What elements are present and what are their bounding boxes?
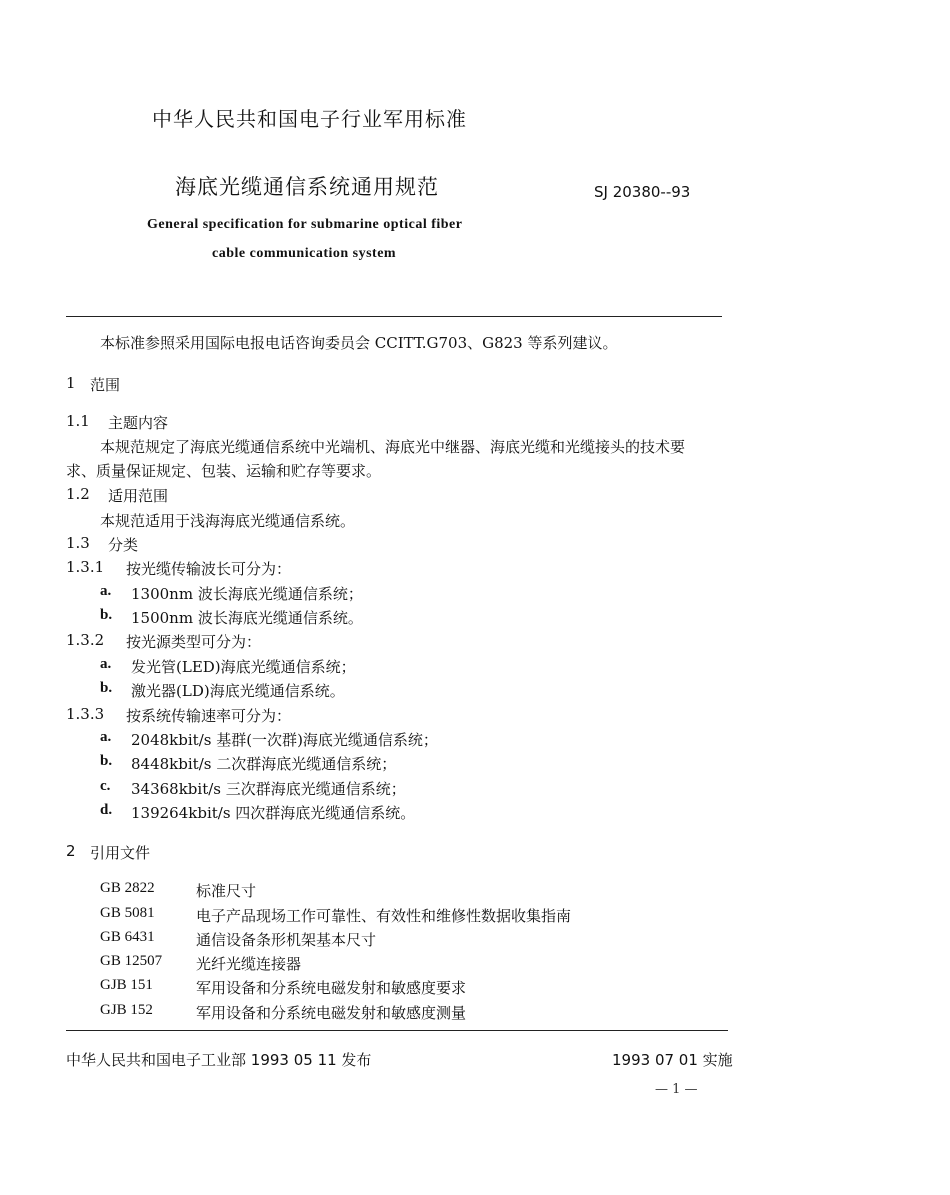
list-item-text: 2048kbit/s 基群(一次群)海底光缆通信系统； (131, 731, 438, 749)
list-item-text: 34368kbit/s 三次群海底光缆通信系统； (131, 780, 406, 798)
list-item-label: b. (100, 607, 113, 623)
list-item-text: 1500nm 波长海底光缆通信系统。 (131, 609, 363, 627)
doc-title-en-line1: General specification for submarine optical fiber (147, 217, 463, 232)
issued-statement: 中华人民共和国电子工业部 1993 05 11 发布 (66, 1051, 372, 1069)
list-item-text: 139264kbit/s 四次群海底光缆通信系统。 (131, 804, 416, 822)
section-1-number: 1 (66, 374, 76, 392)
list-item-label: a. (100, 583, 112, 599)
list-item-text: 1300nm 波长海底光缆通信系统； (131, 585, 363, 603)
list-item-label: a. (100, 656, 112, 672)
ref-code: GJB 152 (100, 1002, 153, 1018)
effective-statement: 1993 07 01 实施 (612, 1051, 733, 1069)
ref-title: 电子产品现场工作可靠性、有效性和维修性数据收集指南 (196, 907, 572, 925)
section-2-number: 2 (66, 842, 76, 860)
ref-code: GB 12507 (100, 953, 163, 969)
ref-code: GB 5081 (100, 905, 155, 921)
section-1-3-3-title: 按系统传输速率可分为： (126, 707, 292, 725)
ref-code: GB 6431 (100, 929, 155, 945)
section-1-1-body-line2: 求、质量保证规定、包装、运输和贮存等要求。 (66, 462, 382, 480)
section-1-1-number: 1.1 (66, 412, 90, 430)
list-item-label: b. (100, 753, 113, 769)
list-item-text: 8448kbit/s 二次群海底光缆通信系统； (131, 755, 397, 773)
ref-title: 光纤光缆连接器 (196, 955, 302, 973)
ref-title: 通信设备条形机架基本尺寸 (196, 931, 377, 949)
section-1-3-1-title: 按光缆传输波长可分为： (126, 560, 292, 578)
list-item-label: a. (100, 729, 112, 745)
footer-divider (66, 1030, 728, 1031)
ref-code: GJB 151 (100, 977, 153, 993)
section-1-2-number: 1.2 (66, 485, 90, 503)
standard-code: SJ 20380--93 (594, 183, 691, 201)
section-2-title: 引用文件 (90, 844, 151, 862)
section-1-3-2-number: 1.3.2 (66, 631, 105, 649)
section-1-3-2-title: 按光源类型可分为： (126, 633, 262, 651)
list-item-text: 发光管(LED)海底光缆通信系统； (131, 658, 356, 676)
list-item-label: d. (100, 802, 113, 818)
header-divider (66, 316, 722, 317)
section-1-3-title: 分类 (108, 536, 139, 554)
ref-code: GB 2822 (100, 880, 155, 896)
list-item-label: b. (100, 680, 113, 696)
intro-paragraph: 本标准参照采用国际电报电话咨询委员会 CCITT.G703、G823 等系列建议。 (100, 334, 618, 352)
section-1-1-title: 主题内容 (108, 414, 169, 432)
section-1-3-1-number: 1.3.1 (66, 558, 105, 576)
doc-title-cn: 海底光缆通信系统通用规范 (175, 175, 439, 199)
section-1-2-body: 本规范适用于浅海海底光缆通信系统。 (100, 512, 356, 530)
list-item-label: c. (100, 778, 111, 794)
ref-title: 军用设备和分系统电磁发射和敏感度要求 (196, 979, 467, 997)
section-1-2-title: 适用范围 (108, 487, 169, 505)
ref-title: 标准尺寸 (196, 882, 257, 900)
org-title: 中华人民共和国电子行业军用标准 (152, 107, 467, 131)
section-1-1-body-line1: 本规范规定了海底光缆通信系统中光端机、海底光中继器、海底光缆和光缆接头的技术要 (100, 438, 686, 456)
section-1-3-3-number: 1.3.3 (66, 705, 105, 723)
section-1-title: 范围 (90, 376, 121, 394)
ref-title: 军用设备和分系统电磁发射和敏感度测量 (196, 1004, 467, 1022)
doc-title-en-line2: cable communication system (212, 246, 397, 261)
section-1-3-number: 1.3 (66, 534, 90, 552)
page-number: — 1 — (655, 1082, 698, 1097)
list-item-text: 激光器(LD)海底光缆通信系统。 (131, 682, 345, 700)
